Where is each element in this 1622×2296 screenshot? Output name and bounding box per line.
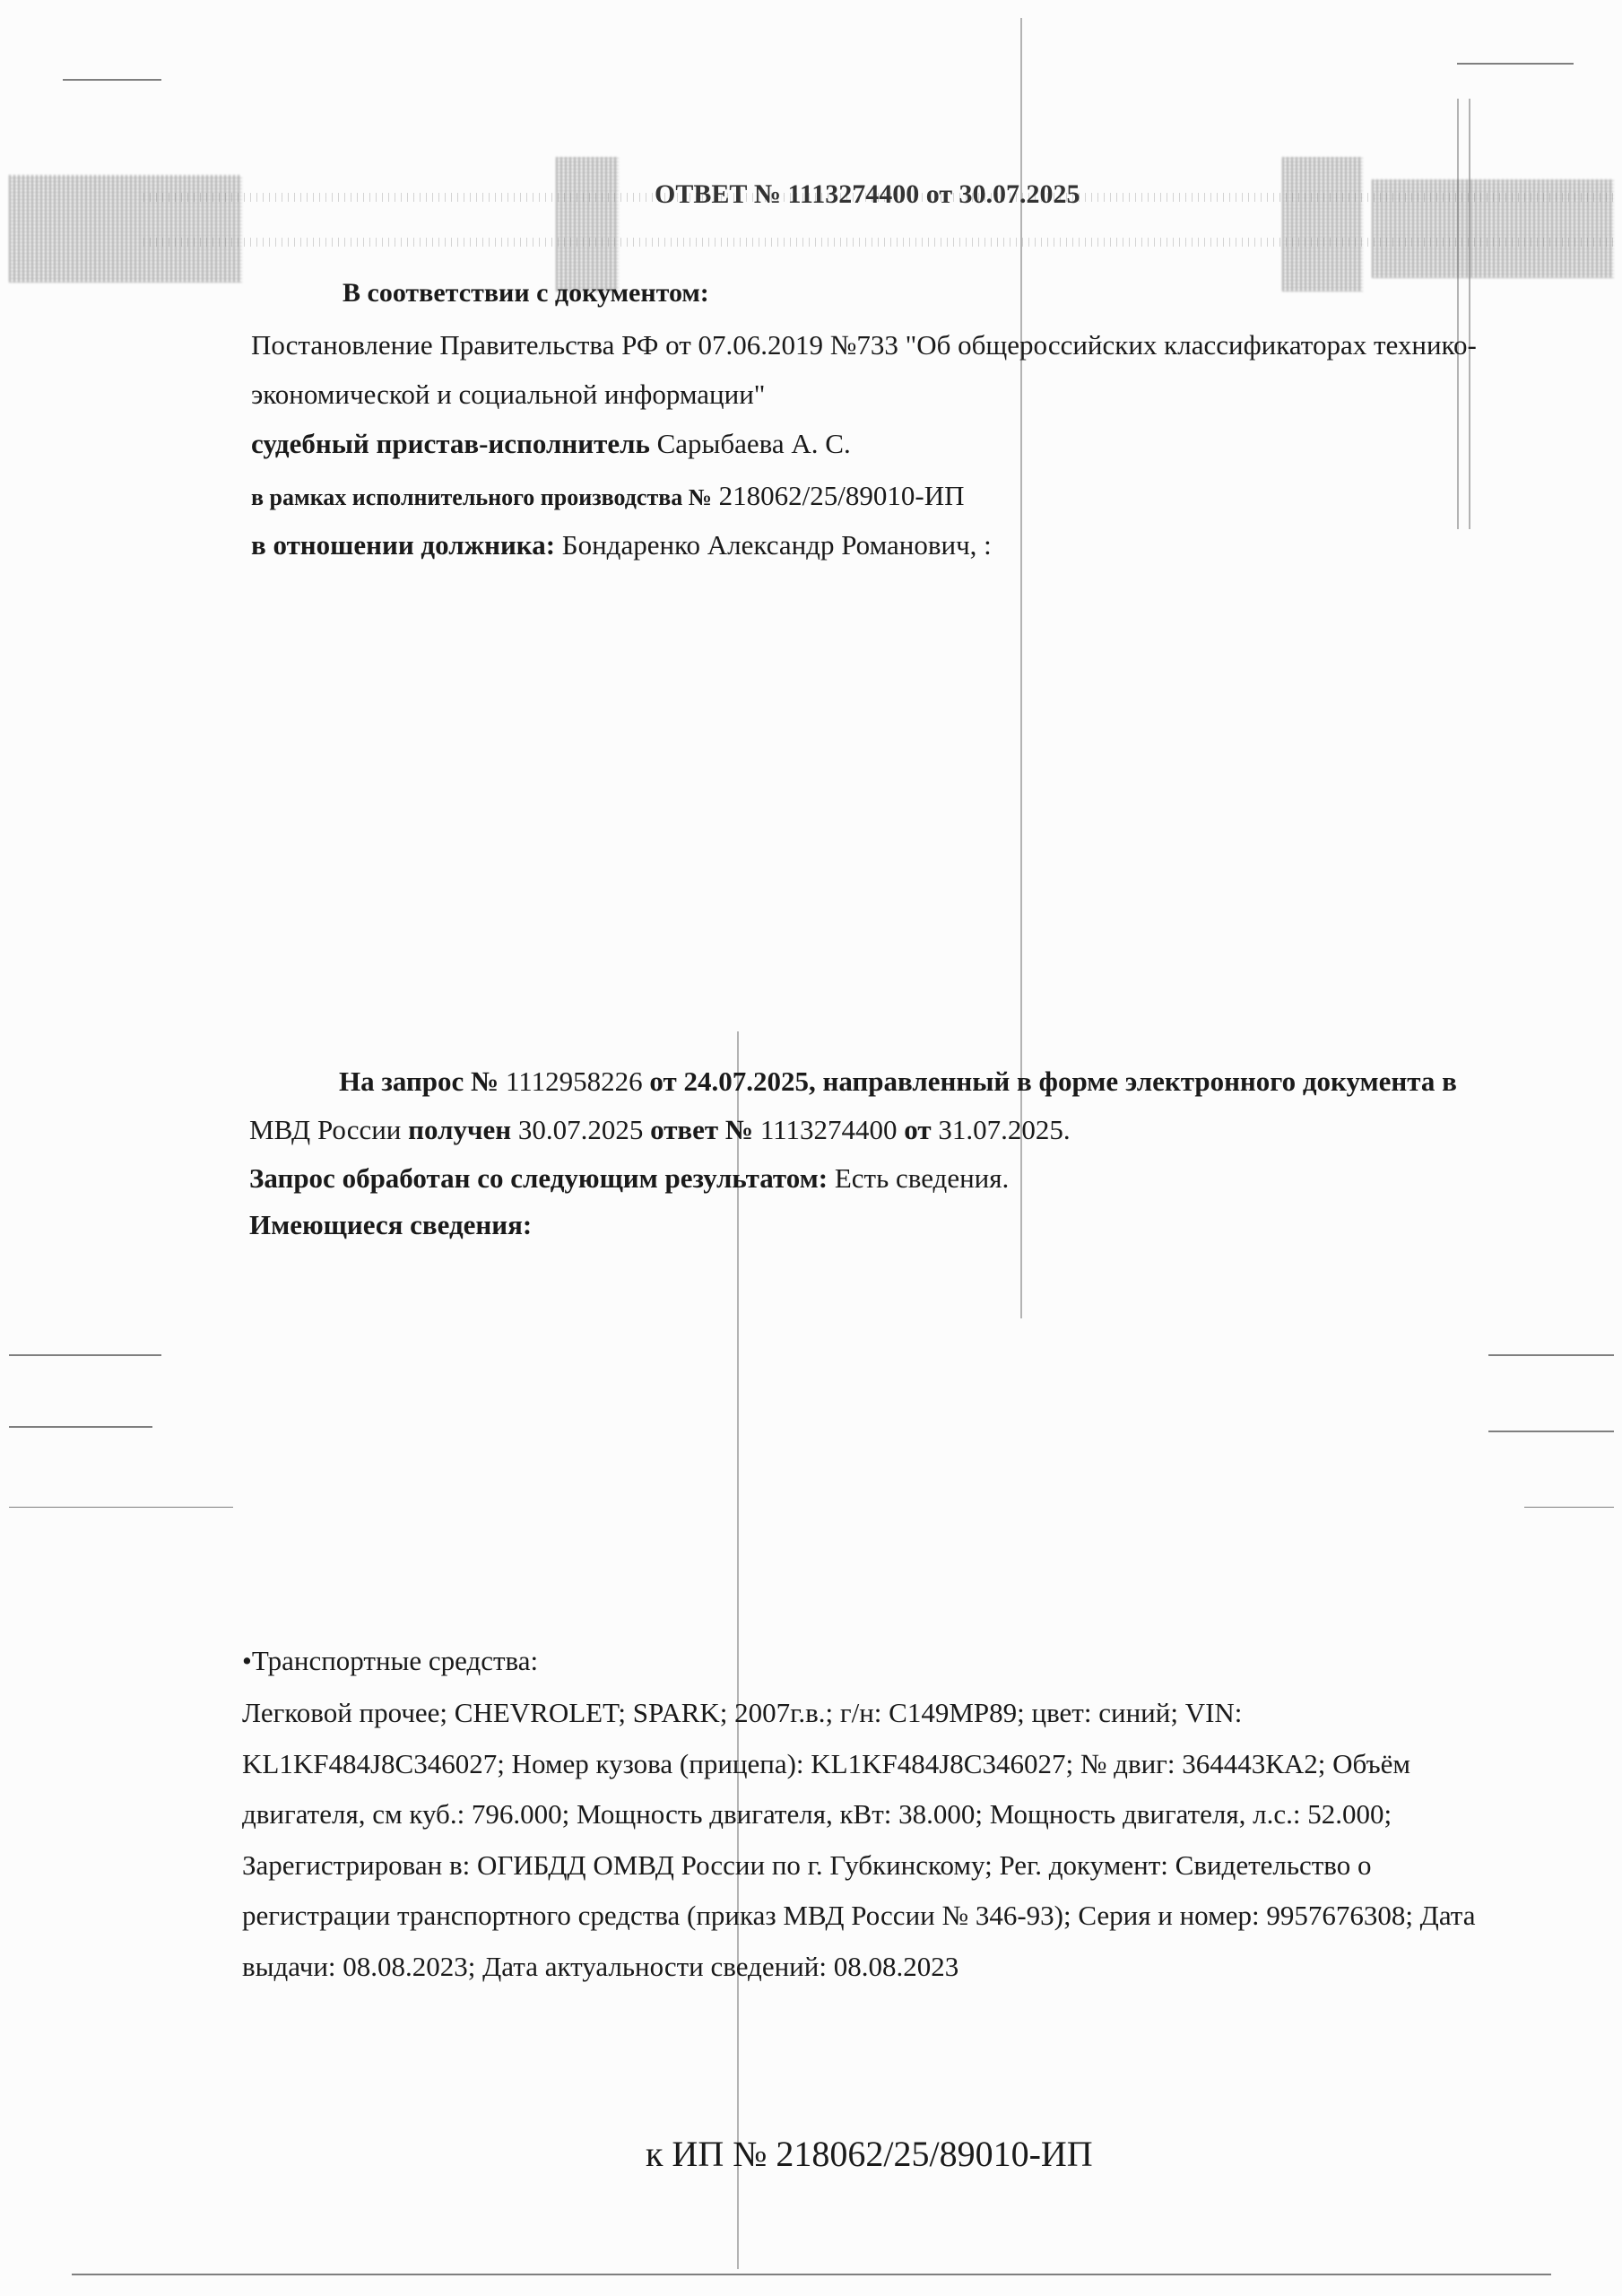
info-label: Имеющиеся сведения: bbox=[249, 1209, 533, 1240]
answer-label: ответ № bbox=[650, 1114, 754, 1145]
request-number: 1112958226 bbox=[505, 1065, 643, 1097]
result-line bbox=[249, 1161, 1009, 1196]
received-date: 30.07.2025 bbox=[517, 1114, 644, 1145]
basis-document-line2: экономической и социальной информации" bbox=[251, 378, 766, 410]
debtor-line bbox=[251, 527, 992, 563]
answer-date-label: от bbox=[904, 1114, 932, 1145]
result-label: Запрос обработан со следующим результатом: bbox=[249, 1162, 828, 1194]
received-label: получен bbox=[408, 1114, 512, 1145]
proceeding-label: в рамках исполнительного производства № bbox=[251, 484, 712, 510]
answer-date: 31.07.2025. bbox=[938, 1114, 1071, 1145]
result-value: Есть сведения. bbox=[834, 1162, 1010, 1194]
document-title: ОТВЕТ № 1113274400 от 30.07.2025 bbox=[655, 179, 1080, 209]
vehicle-line: выдачи: 08.08.2023; Дата актуальности сведений: 08.08.2023 bbox=[242, 1951, 959, 1982]
debtor-name: Бондаренко Александр Романович, : bbox=[561, 529, 992, 561]
recipient: МВД России bbox=[249, 1114, 402, 1145]
request-line1 bbox=[339, 1064, 1457, 1100]
basis-label: В соответствии с документом: bbox=[343, 278, 709, 308]
vehicle-line: KL1KF484J8C346027; Номер кузова (прицепа): KL1KF484J8C346027; № двиг: 364443КА2; Объём bbox=[242, 1748, 1410, 1779]
bailiff-name: Сарыбаева А. С. bbox=[656, 428, 851, 459]
proceeding-line bbox=[251, 478, 964, 514]
request-line2 bbox=[249, 1112, 1071, 1148]
vehicle-line: Легковой прочее; CHEVROLET; SPARK; 2007г.в.; г/н: С149МР89; цвет: синий; VIN: bbox=[242, 1697, 1243, 1728]
answer-number: 1113274400 bbox=[759, 1114, 898, 1145]
debtor-label: в отношении должника: bbox=[251, 529, 556, 561]
vehicle-line: двигателя, см куб.: 796.000; Мощность двигателя, кВт: 38.000; Мощность двигателя, л.с.: 52.000; bbox=[242, 1798, 1392, 1830]
bailiff-line bbox=[251, 426, 851, 462]
basis-document-line1: Постановление Правительства РФ от 07.06.2019 №733 "Об общероссийских классификаторах технико- bbox=[251, 329, 1477, 361]
vehicles-heading: •Транспортные средства: bbox=[242, 1645, 539, 1676]
request-label: На запрос № bbox=[339, 1065, 499, 1097]
request-date-text: от 24.07.2025, направленный в форме электронного документа в bbox=[649, 1065, 1457, 1097]
bailiff-label: судебный пристав-исполнитель bbox=[251, 428, 650, 459]
vehicle-line: Зарегистрирован в: ОГИБДД ОМВД России по г. Губкинскому; Рег. документ: Свидетельство о bbox=[242, 1849, 1372, 1881]
footer-reference: к ИП № 218062/25/89010-ИП bbox=[646, 2134, 1093, 2174]
proceeding-number: 218062/25/89010-ИП bbox=[718, 480, 965, 511]
vehicle-line: регистрации транспортного средства (приказ МВД России № 346-93); Серия и номер: 9957676308; Дата bbox=[242, 1900, 1476, 1931]
